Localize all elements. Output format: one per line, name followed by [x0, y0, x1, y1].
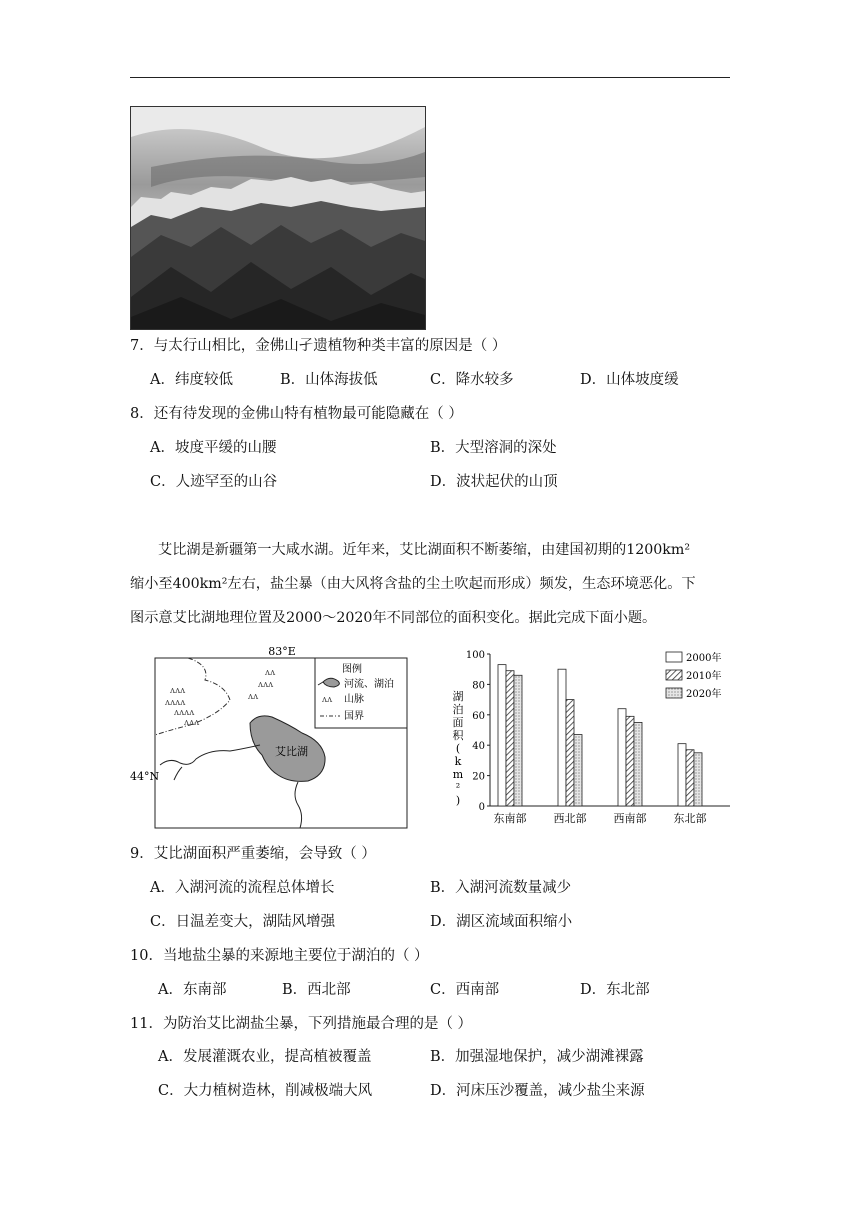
bar-3-1 — [686, 750, 694, 806]
q7-option-a[interactable]: A．纬度较低 — [150, 372, 233, 388]
legend-swatch — [666, 688, 682, 698]
y-axis-label-char: ) — [455, 794, 461, 807]
bar-1-2 — [574, 735, 582, 806]
svg-text:ᴧᴧᴧᴧ: ᴧᴧᴧᴧ — [174, 708, 195, 718]
question-11: 11．为防治艾比湖盐尘暴，下列措施最合理的是（ ） — [130, 1016, 473, 1032]
q10-option-d[interactable]: D．东北部 — [580, 982, 650, 998]
y-axis-label-char: ² — [455, 781, 461, 794]
bar-0-0 — [498, 665, 506, 806]
passage — [130, 533, 732, 635]
question-8: 8．还有待发现的金佛山特有植物最可能隐藏在（ ） — [130, 406, 463, 422]
y-axis-label-char: 积 — [452, 729, 464, 742]
area-bar-chart — [440, 640, 740, 835]
q9-option-a[interactable]: A．入湖河流的流程总体增长 — [150, 880, 335, 896]
q9-option-b[interactable]: B．入湖河流数量减少 — [430, 880, 572, 896]
q11-option-c[interactable]: C．大力植树造林，削减极端大风 — [158, 1083, 373, 1099]
y-axis-label-char: k — [454, 755, 462, 768]
q9-option-c[interactable]: C．日温差变大，湖陆风增强 — [150, 914, 336, 930]
q10-option-a[interactable]: A．东南部 — [158, 982, 227, 998]
q8-option-c[interactable]: C．人迹罕至的山谷 — [150, 474, 278, 490]
legend-label: 2020年 — [686, 689, 722, 700]
passage-line-2: 缩小至400km²左右，盐尘暴（由大风将含盐的尘土吹起而形成）频发，生态环境恶化。下 — [130, 576, 696, 592]
header-rule — [130, 77, 730, 78]
legend-mountain: 山脉 — [344, 694, 364, 705]
lake-label: 艾比湖 — [275, 745, 308, 758]
q7-option-c[interactable]: C．降水较多 — [430, 372, 514, 388]
q10-option-b[interactable]: B．西北部 — [282, 982, 351, 998]
category-label: 西北部 — [553, 812, 587, 825]
y-tick-label: 60 — [472, 710, 485, 722]
bar-2-0 — [618, 709, 626, 806]
y-axis-label-char: 泊 — [452, 703, 464, 716]
legend-title: 图例 — [342, 664, 362, 675]
svg-text:ᴧᴧᴧ: ᴧᴧᴧ — [170, 686, 186, 696]
y-tick-label: 100 — [465, 650, 485, 661]
category-label: 东南部 — [493, 812, 527, 825]
q7-option-d[interactable]: D．山体坡度缓 — [580, 372, 679, 388]
y-tick-label: 40 — [472, 741, 485, 753]
svg-text:ᴧᴧ: ᴧᴧ — [265, 668, 276, 678]
legend-swatch — [666, 670, 682, 680]
legend-label: 2010年 — [686, 671, 722, 682]
bar-1-0 — [558, 669, 566, 806]
y-axis-label-char: m — [452, 768, 464, 781]
legend-border: 国界 — [344, 711, 364, 722]
q10-option-c[interactable]: C．西南部 — [430, 982, 500, 998]
q8-option-a[interactable]: A．坡度平缓的山腰 — [150, 440, 277, 456]
q11-option-d[interactable]: D．河床压沙覆盖，减少盐尘来源 — [430, 1083, 645, 1099]
legend-swatch — [666, 652, 682, 662]
bar-0-2 — [514, 675, 522, 806]
q9-option-d[interactable]: D．湖区流域面积缩小 — [430, 914, 573, 930]
bar-0-1 — [506, 671, 514, 806]
legend-label: 2000年 — [686, 653, 722, 664]
mountain-photo — [130, 106, 426, 330]
y-axis-label-char: 面 — [452, 716, 464, 729]
y-axis-label-char: 湖 — [452, 690, 464, 703]
svg-text:ᴧᴧ: ᴧᴧ — [248, 692, 259, 702]
q7-option-b[interactable]: B．山体海拔低 — [280, 372, 378, 388]
svg-text:ᴧᴧᴧ: ᴧᴧᴧ — [184, 718, 200, 728]
category-label: 东北部 — [673, 812, 707, 825]
bar-3-2 — [694, 753, 702, 806]
location-map — [130, 645, 420, 835]
q11-option-a[interactable]: A．发展灌溉农业，提高植被覆盖 — [158, 1049, 372, 1065]
category-label: 西南部 — [613, 812, 647, 825]
q11-option-b[interactable]: B．加强湿地保护，减少湖滩裸露 — [430, 1049, 644, 1065]
bar-1-1 — [566, 700, 574, 806]
q8-option-d[interactable]: D．波状起伏的山顶 — [430, 474, 558, 490]
mountain-icon: ᴧᴧ — [322, 695, 333, 705]
passage-line-3: 图示意艾比湖地理位置及2000～2020年不同部位的面积变化。据此完成下面小题。 — [130, 610, 657, 626]
svg-text:ᴧᴧᴧ: ᴧᴧᴧ — [258, 680, 274, 690]
y-tick-label: 0 — [478, 802, 485, 813]
q8-option-b[interactable]: B．大型溶洞的深处 — [430, 440, 557, 456]
y-tick-label: 80 — [472, 680, 485, 692]
bar-2-2 — [634, 722, 642, 806]
bar-3-0 — [678, 744, 686, 806]
lat-label: 44°N — [130, 770, 160, 783]
y-axis-label-char: ( — [455, 742, 461, 755]
y-tick-label: 20 — [472, 771, 485, 783]
legend-river: 河流、湖泊 — [344, 679, 394, 690]
question-9: 9．艾比湖面积严重萎缩，会导致（ ） — [130, 846, 376, 862]
question-10: 10．当地盐尘暴的来源地主要位于湖泊的（ ） — [130, 948, 429, 964]
question-7: 7．与太行山相比，金佛山孑遗植物种类丰富的原因是（ ） — [130, 338, 507, 354]
passage-line-1: 艾比湖是新疆第一大咸水湖。近年来，艾比湖面积不断萎缩，由建国初期的1200km² — [158, 542, 691, 558]
lon-label: 83°E — [268, 645, 296, 658]
bar-2-1 — [626, 716, 634, 806]
svg-text:ᴧᴧᴧᴧ: ᴧᴧᴧᴧ — [165, 698, 186, 708]
